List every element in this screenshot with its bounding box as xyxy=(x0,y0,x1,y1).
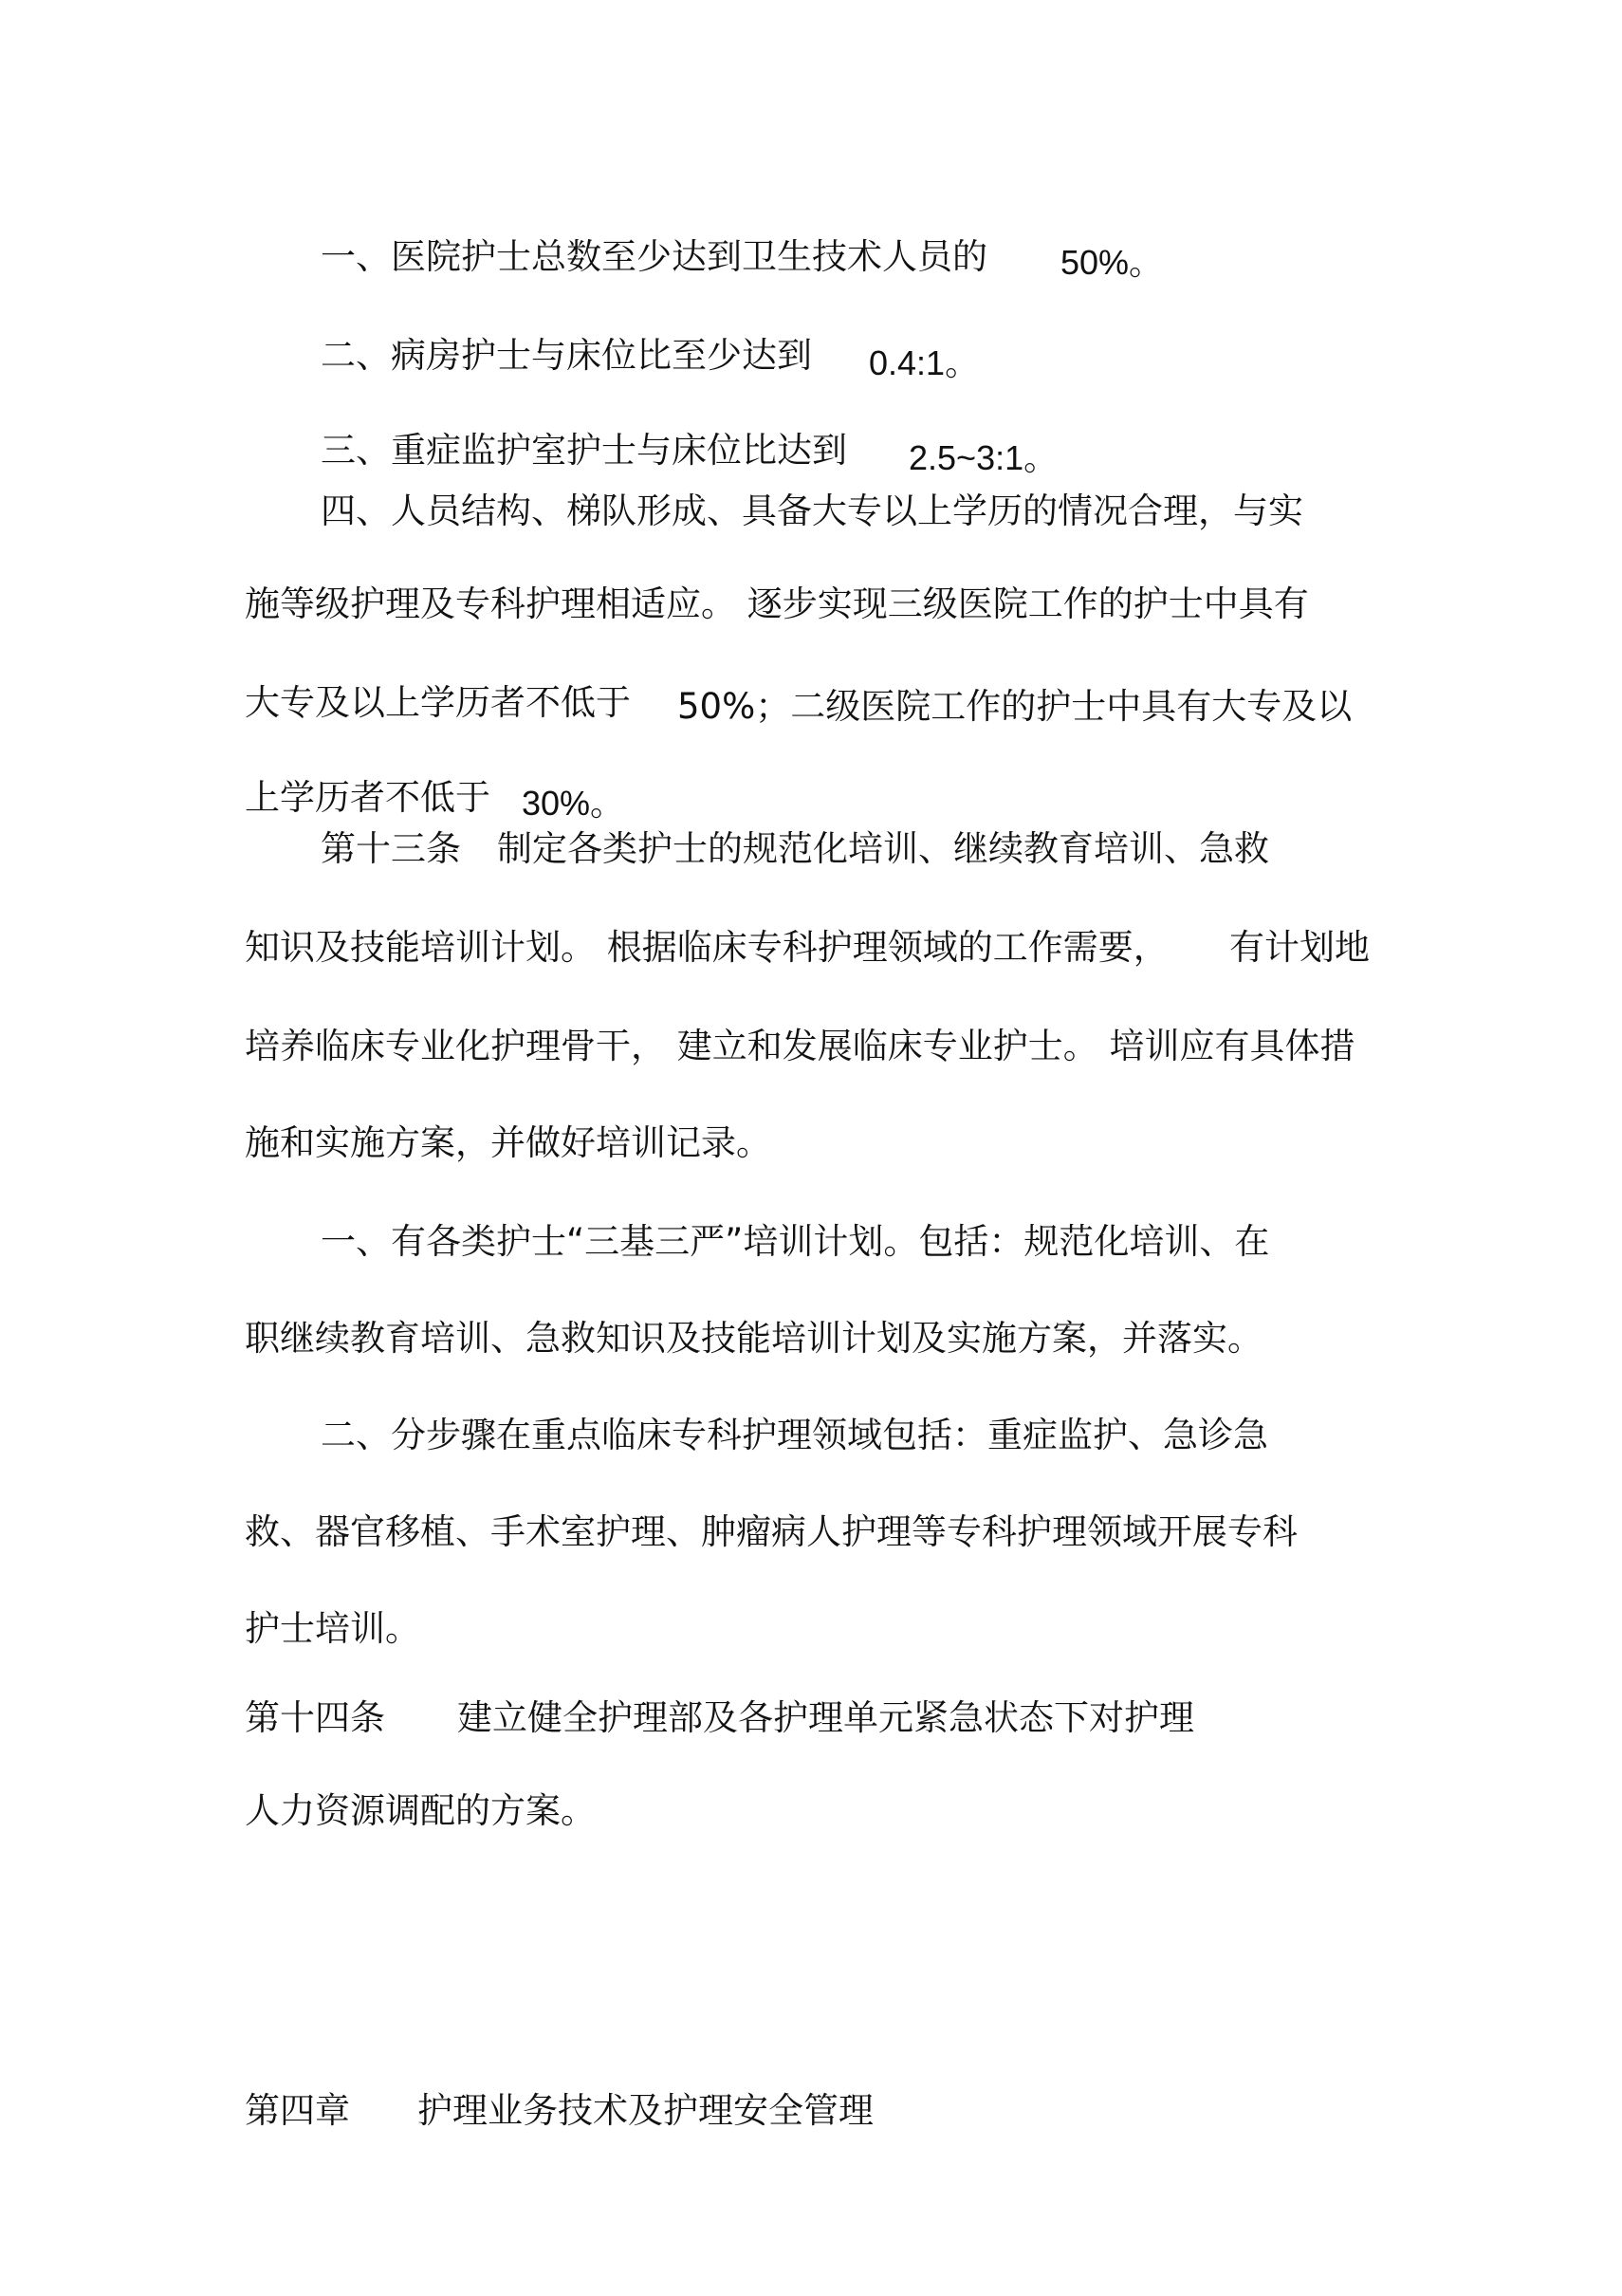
item-4-line-3a: 大专及以上学历者不低于 xyxy=(245,682,631,723)
item-1-text: 一、医院护士总数至少达到卫生技术人员的 xyxy=(321,236,987,277)
article-13-line-3: 培养临床专业化护理骨干， 建立和发展临床专业护士。 培训应有具体措 xyxy=(245,1026,1355,1066)
article-13-line-2b: 有计划地 xyxy=(1229,927,1370,968)
article-13-sub-1-line-2: 职继续教育培训、急救知识及技能培训计划及实施方案，并落实。 xyxy=(245,1318,1263,1359)
item-3-value: 2.5~3:1。 xyxy=(909,438,1059,477)
article-13-line-2a: 知识及技能培训计划。 根据临床专科护理领域的工作需要， xyxy=(245,927,1169,968)
article-14-line-1: 建立健全护理部及各护理单元紧急状态下对护理 xyxy=(457,1697,1194,1738)
item-2-value: 0.4:1。 xyxy=(869,343,980,382)
article-13-line-1: 制定各类护士的规范化培训、继续教育培训、急救 xyxy=(497,828,1269,869)
item-2-text: 二、病房护士与床位比至少达到 xyxy=(321,335,812,376)
item-4-line-4a: 上学历者不低于 xyxy=(245,777,490,818)
article-13-sub-2-line-3: 护士培训。 xyxy=(245,1608,420,1649)
item-1-value: 50%。 xyxy=(1060,243,1164,282)
article-13-sub-1-line-1: 一、有各类护士“三基三严”培训计划。包括：规范化培训、在 xyxy=(321,1221,1270,1262)
item-4-line-2: 施等级护理及专科护理相适应。 逐步实现三级医院工作的护士中具有 xyxy=(245,583,1309,624)
article-14-line-2: 人力资源调配的方案。 xyxy=(245,1790,596,1831)
item-4-line-4b: 30%。 xyxy=(522,784,625,823)
article-13-sub-2-line-1: 二、分步骤在重点临床专科护理领域包括：重症监护、急诊急 xyxy=(321,1415,1268,1455)
chapter-4-title: 护理业务技术及护理安全管理 xyxy=(417,2090,874,2131)
article-13-line-4: 施和实施方案，并做好培训记录。 xyxy=(245,1122,771,1163)
chapter-4-label: 第四章 xyxy=(245,2090,350,2131)
article-13-sub-2-line-2: 救、器官移植、手术室护理、肿瘤病人护理等专科护理领域开展专科 xyxy=(245,1511,1298,1552)
item-3-text: 三、重症监护室护士与床位比达到 xyxy=(321,430,847,471)
item-4-line-1: 四、人员结构、梯队形成、具备大专以上学历的情况合理，与实 xyxy=(321,491,1303,531)
item-4-line-3b: 50%；二级医院工作的护士中具有大专及以 xyxy=(677,686,1353,727)
article-14-label: 第十四条 xyxy=(245,1697,385,1738)
article-13-label: 第十三条 xyxy=(321,828,461,869)
